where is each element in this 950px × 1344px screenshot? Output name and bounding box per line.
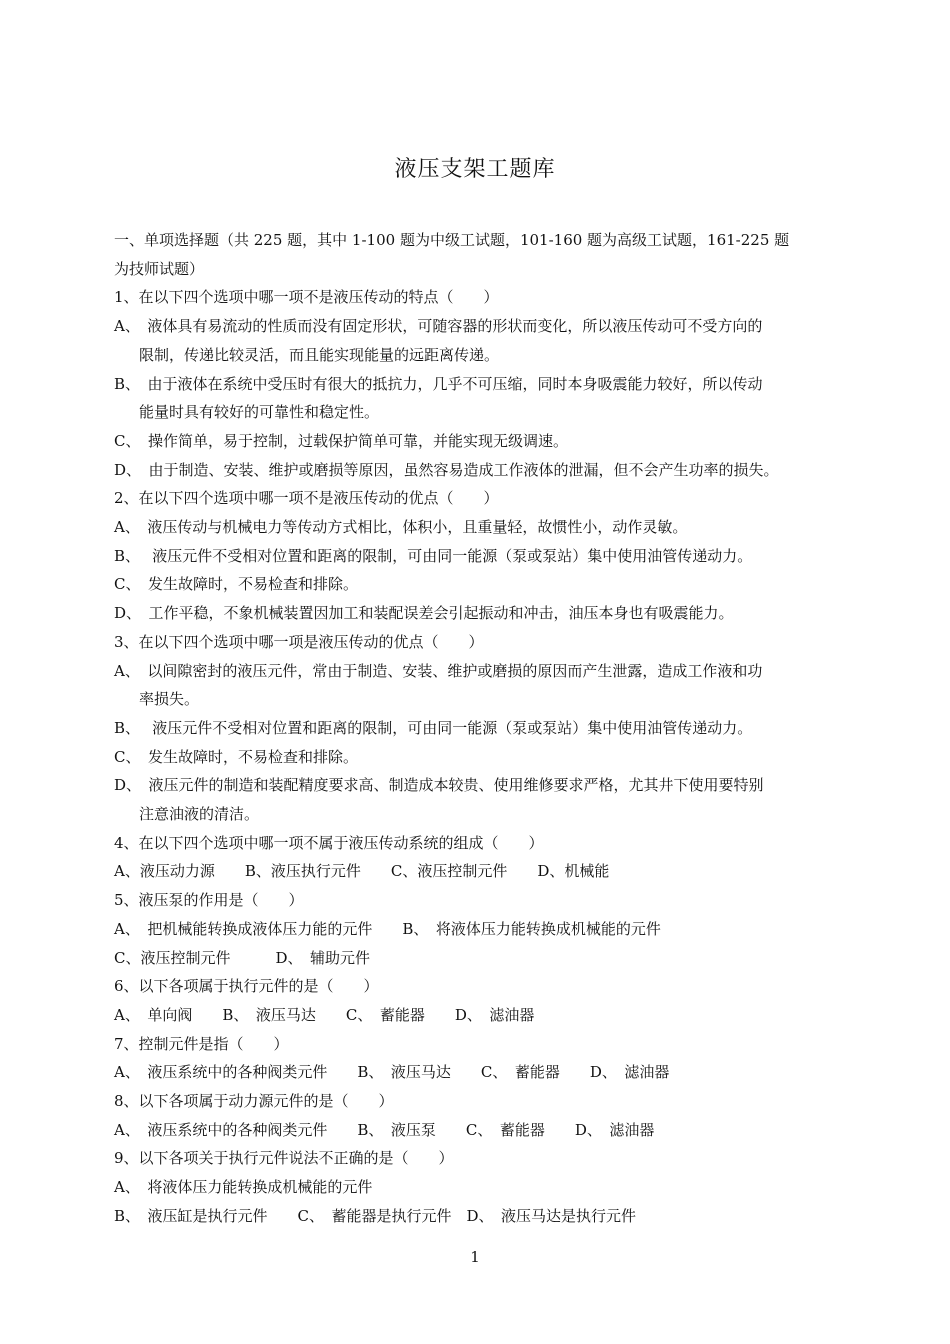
text-line: D、 液压元件的制造和装配精度要求高、制造成本较贵、使用维修要求严格，尤其井下使用要特别	[114, 776, 764, 795]
text-line: 3、在以下四个选项中哪一项是液压传动的优点（ ）	[114, 632, 484, 651]
text-line: A、 以间隙密封的液压元件，常由于制造、安装、维护或磨损的原因而产生泄露，造成工作液和功	[114, 661, 763, 680]
text-line: C、 发生故障时，不易检查和排除。	[114, 575, 358, 594]
text-line: A、 将液体压力能转换成机械能的元件	[114, 1178, 373, 1197]
text-line: 4、在以下四个选项中哪一项不属于液压传动系统的组成（ ）	[114, 833, 544, 852]
text-line: A、液压动力源 B、液压执行元件 C、液压控制元件 D、机械能	[114, 862, 610, 881]
text-line-continuation: 限制，传递比较灵活，而且能实现能量的远距离传递。	[139, 345, 500, 364]
text-line: 2、在以下四个选项中哪一项不是液压传动的优点（ ）	[114, 489, 499, 508]
text-line: 7、控制元件是指（ ）	[114, 1034, 289, 1053]
text-line: B、 液压缸是执行元件 C、 蓄能器是执行元件 D、 液压马达是执行元件	[114, 1206, 637, 1225]
text-line: 为技师试题）	[114, 259, 205, 278]
text-line: C、液压控制元件 D、 辅助元件	[114, 948, 371, 967]
text-line: A、 液压系统中的各种阀类元件 B、 液压泵 C、 蓄能器 D、 滤油器	[114, 1120, 655, 1139]
text-line-continuation: 注意油液的清洁。	[139, 805, 260, 823]
text-line: A、 液体具有易流动的性质而没有固定形状，可随容器的形状而变化，所以液压传动可不受方向的	[114, 317, 763, 336]
text-line: 6、以下各项属于执行元件的是（ ）	[114, 977, 379, 996]
text-line: A、 液压传动与机械电力等传动方式相比，体积小，且重量轻，故惯性小，动作灵敏。	[114, 518, 688, 536]
text-line: A、 液压系统中的各种阀类元件 B、 液压马达 C、 蓄能器 D、 滤油器	[114, 1063, 670, 1082]
text-line: 9、以下各项关于执行元件说法不正确的是（ ）	[114, 1149, 454, 1168]
page-title: 液压支架工题库	[394, 157, 556, 182]
text-line: B、 由于液体在系统中受压时有很大的抵抗力，几乎不可压缩，同时本身吸震能力较好，所以传动	[114, 374, 763, 393]
text-line-continuation: 率损失。	[139, 690, 200, 709]
text-line: 8、以下各项属于动力源元件的是（ ）	[114, 1092, 394, 1110]
text-line: B、 液压元件不受相对位置和距离的限制，可由同一能源（泵或泵站）集中使用油管传递动力。	[114, 546, 753, 565]
text-line: 1、在以下四个选项中哪一项不是液压传动的特点（ ）	[114, 288, 499, 307]
text-line: B、 液压元件不受相对位置和距离的限制，可由同一能源（泵或泵站）集中使用油管传递动力。	[114, 718, 753, 737]
text-line: D、 由于制造、安装、维护或磨损等原因，虽然容易造成工作液体的泄漏，但不会产生功率的损失。	[114, 460, 779, 479]
text-line: A、 把机械能转换成液体压力能的元件 B、 将液体压力能转换成机械能的元件	[114, 919, 661, 938]
text-line: A、 单向阀 B、 液压马达 C、 蓄能器 D、 滤油器	[114, 1005, 535, 1024]
text-line: C、 操作简单，易于控制，过载保护简单可靠，并能实现无级调速。	[114, 431, 568, 450]
page-number: 1	[470, 1248, 480, 1266]
text-line: 5、液压泵的作用是（ ）	[114, 891, 304, 910]
text-line: C、 发生故障时，不易检查和排除。	[114, 747, 358, 766]
text-line: 一、单项选择题（共 225 题，其中 1-100 题为中级工试题，101-160 题为高级工试题，161-225 题	[114, 231, 790, 249]
text-line: D、 工作平稳，不象机械装置因加工和装配误差会引起振动和冲击，油压本身也有吸震能力。	[114, 604, 734, 623]
text-line-continuation: 能量时具有较好的可靠性和稳定性。	[139, 403, 380, 422]
